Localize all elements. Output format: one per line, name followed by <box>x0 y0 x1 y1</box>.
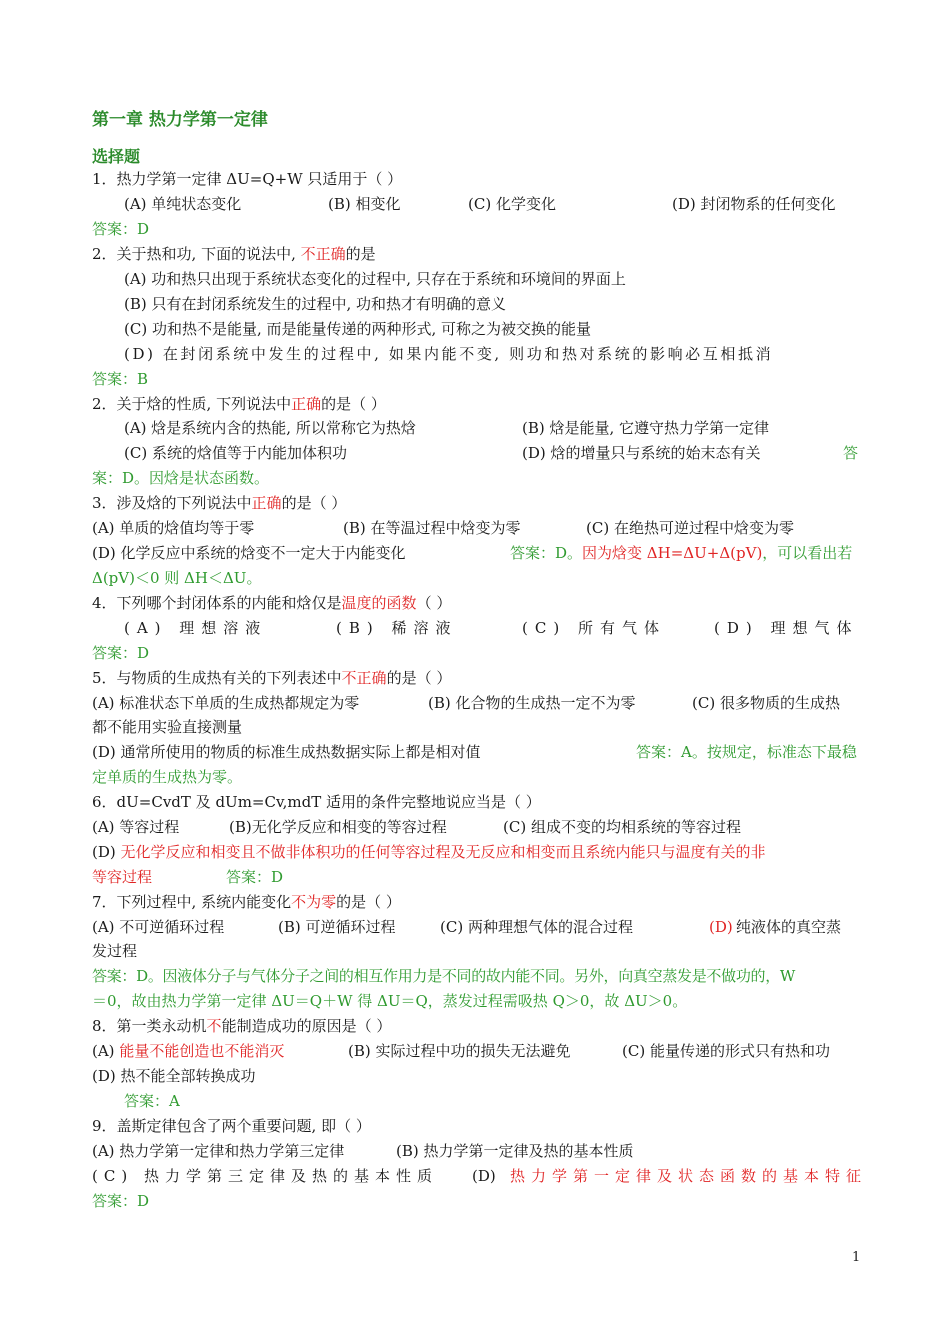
question-6-option-c-cont: 都不能用实验直接测量 <box>92 718 243 736</box>
question-7-option-a: (A) 等容过程 <box>92 818 180 836</box>
question-2-option-a: (A) 功和热只出现于系统状态变化的过程中, 只存在于系统和环境间的界面上 <box>124 270 626 288</box>
question-8-option-d: 纯液体的真空蒸 <box>736 918 842 936</box>
stem-text-end: 的是（ ） <box>386 669 452 687</box>
chapter-title: 第一章 热力学第一定律 <box>92 110 268 130</box>
question-9-stem <box>92 1014 860 1038</box>
stem-emphasis: 不为零 <box>291 893 337 911</box>
stem-emphasis: 正确 <box>251 494 282 512</box>
question-8-option-a: (A) 不可逆循环过程 <box>92 918 225 936</box>
question-5-option-b: (B) 稀溶液 <box>336 619 458 637</box>
question-4-option-a: (A) 单质的焓值均等于零 <box>92 519 255 537</box>
question-9-option-b: (B) 实际过程中功的损失无法避免 <box>348 1042 571 1060</box>
question-7-option-b: (B)无化学反应和相变的等容过程 <box>229 818 447 836</box>
question-10-stem: 9．盖斯定律包含了两个重要问题, 即（ ） <box>92 1117 371 1135</box>
stem-text-end: 能制造成功的原因是（ ） <box>221 1017 392 1035</box>
question-3-option-b: (B) 焓是能量, 它遵守热力学第一定律 <box>522 419 770 437</box>
question-9-option-a <box>92 1039 284 1063</box>
question-5-option-c: (C) 所有气体 <box>522 619 666 637</box>
question-7-option-d <box>92 840 860 864</box>
stem-text-end: 的是（ ） <box>336 893 401 911</box>
question-6-option-d: (D) 通常所使用的物质的标准生成热数据实际上都是相对值 <box>92 743 481 761</box>
question-4-answer-cont: Δ(pV)＜0 则 ΔH＜ΔU。 <box>92 569 262 587</box>
stem-emphasis: 正确 <box>291 395 322 413</box>
question-3-answer: 案：D。因焓是状态函数。 <box>92 469 270 487</box>
question-4-option-b: (B) 在等温过程中焓变为零 <box>343 519 521 537</box>
option-text: 能量不能创造也不能消灭 <box>119 1042 285 1060</box>
question-6-answer: 答案：A。按规定，标准态下最稳 <box>636 743 857 761</box>
question-1-option-c: (C) 化学变化 <box>468 195 556 213</box>
question-1-option-b: (B) 相变化 <box>328 195 401 213</box>
option-text: 无化学反应和相变且不做非体积功的任何等容过程及无反应和相变而且系统内能只与温度有关的非 <box>120 843 766 861</box>
question-2-option-d: (D) 在封闭系统中发生的过程中, 如果内能不变, 则功和热对系统的影响必互相抵消 <box>124 345 774 363</box>
question-1-answer: 答案：D <box>92 220 150 238</box>
option-label: (A) <box>92 1042 120 1060</box>
question-4-stem <box>92 491 860 515</box>
question-1-option-a: (A) 单纯状态变化 <box>124 195 242 213</box>
question-2-option-b: (B) 只有在封闭系统发生的过程中, 功和热才有明确的意义 <box>124 295 507 313</box>
question-5-answer: 答案：D <box>92 644 150 662</box>
question-4-answer <box>510 541 852 565</box>
question-10-option-d: 热力学第一定律及状态函数的基本特征 <box>510 1167 868 1185</box>
question-3-stem <box>92 392 860 416</box>
question-10-answer: 答案：D <box>92 1192 150 1210</box>
stem-text-end: （ ） <box>416 594 452 612</box>
stem-emphasis: 不 <box>206 1017 222 1035</box>
question-3-answer-start: 答 <box>843 444 859 462</box>
question-5-stem <box>92 591 860 615</box>
question-8-answer: 答案：D。因液体分子与气体分子之间的相互作用力是不同的故内能不同。另外，向真空蒸发是不做功的，W <box>92 967 796 985</box>
question-1-stem: 1．热力学第一定律 ΔU=Q+W 只适用于（ ） <box>92 170 403 188</box>
question-2-answer: 答案：B <box>92 370 149 388</box>
stem-emphasis: 不正确 <box>300 245 346 263</box>
question-9-option-c: (C) 能量传递的形式只有热和功 <box>622 1042 830 1060</box>
question-8-option-d-cont: 发过程 <box>92 942 138 960</box>
question-6-option-c: (C) 很多物质的生成热 <box>692 694 840 712</box>
answer-formula: 因为焓变 ΔH=ΔU+Δ(pV) <box>582 544 763 562</box>
section-title: 选择题 <box>92 147 141 166</box>
question-7-option-c: (C) 组成不变的均相系统的等容过程 <box>503 818 741 836</box>
question-2-option-c: (C) 功和热不是能量, 而是能量传递的两种形式, 可称之为被交换的能量 <box>124 320 592 338</box>
stem-emphasis: 不正确 <box>341 669 387 687</box>
question-2-stem <box>92 242 860 266</box>
stem-text: 2．关于焓的性质, 下列说法中 <box>92 395 292 413</box>
question-8-option-d-label: (D) <box>709 918 733 936</box>
question-8-option-c: (C) 两种理想气体的混合过程 <box>440 918 633 936</box>
question-1-option-d: (D) 封闭物系的任何变化 <box>672 195 836 213</box>
question-3-option-a: (A) 焓是系统内含的热能, 所以常称它为热焓 <box>124 419 416 437</box>
question-9-answer: 答案：A <box>124 1092 180 1110</box>
question-10-option-d-label: (D) <box>472 1167 496 1185</box>
question-7-stem: 6．dU=CvdT 及 dUm=Cv,mdT 适用的条件完整地说应当是（ ） <box>92 793 541 811</box>
question-8-option-b: (B) 可逆循环过程 <box>278 918 396 936</box>
question-10-option-c: (C) 热力学第三定律及热的基本性质 <box>92 1167 438 1185</box>
question-9-option-d: (D) 热不能全部转换成功 <box>92 1067 256 1085</box>
question-5-option-a: (A) 理想溶液 <box>124 619 268 637</box>
question-6-option-a: (A) 标准状态下单质的生成热都规定为零 <box>92 694 360 712</box>
stem-text: 5．与物质的生成热有关的下列表述中 <box>92 669 342 687</box>
question-10-option-b: (B) 热力学第一定律及热的基本性质 <box>396 1142 634 1160</box>
page-number: 1 <box>852 1250 861 1265</box>
question-8-stem <box>92 890 860 914</box>
question-8-answer-cont: ＝0，故由热力学第一定律 ΔU＝Q＋W 得 ΔU＝Q，蒸发过程需吸热 Q＞0，故 ΔU＞0。 <box>92 992 688 1010</box>
question-6-stem <box>92 666 860 690</box>
stem-text: 3．涉及焓的下列说法中 <box>92 494 252 512</box>
answer-text: ，可以看出若 <box>762 544 853 562</box>
answer-label: 答案：D。 <box>510 544 583 562</box>
question-5-option-d: (D) 理想气体 <box>714 619 859 637</box>
question-3-option-c: (C) 系统的焓值等于内能加体积功 <box>124 444 347 462</box>
question-3-option-d: (D) 焓的增量只与系统的始末态有关 <box>522 444 761 462</box>
question-4-option-c: (C) 在绝热可逆过程中焓变为零 <box>586 519 794 537</box>
stem-text: 8．第一类永动机 <box>92 1017 207 1035</box>
question-6-answer-cont: 定单质的生成热为零。 <box>92 768 243 786</box>
stem-text: 2．关于热和功, 下面的说法中, <box>92 245 301 263</box>
option-label: (D) <box>92 843 121 861</box>
stem-text-end: 的是（ ） <box>281 494 347 512</box>
stem-text-end: 的是 <box>345 245 376 263</box>
question-4-option-d: (D) 化学反应中系统的焓变不一定大于内能变化 <box>92 544 406 562</box>
stem-text-end: 的是（ ） <box>321 395 386 413</box>
question-6-option-b: (B) 化合物的生成热一定不为零 <box>428 694 636 712</box>
stem-text: 4．下列哪个封闭体系的内能和焓仅是 <box>92 594 342 612</box>
stem-emphasis: 温度的函数 <box>341 594 417 612</box>
question-10-option-a: (A) 热力学第一定律和热力学第三定律 <box>92 1142 345 1160</box>
question-7-answer: 答案：D <box>226 868 284 886</box>
stem-text: 7．下列过程中, 系统内能变化 <box>92 893 292 911</box>
question-7-option-d-cont: 等容过程 <box>92 868 153 886</box>
